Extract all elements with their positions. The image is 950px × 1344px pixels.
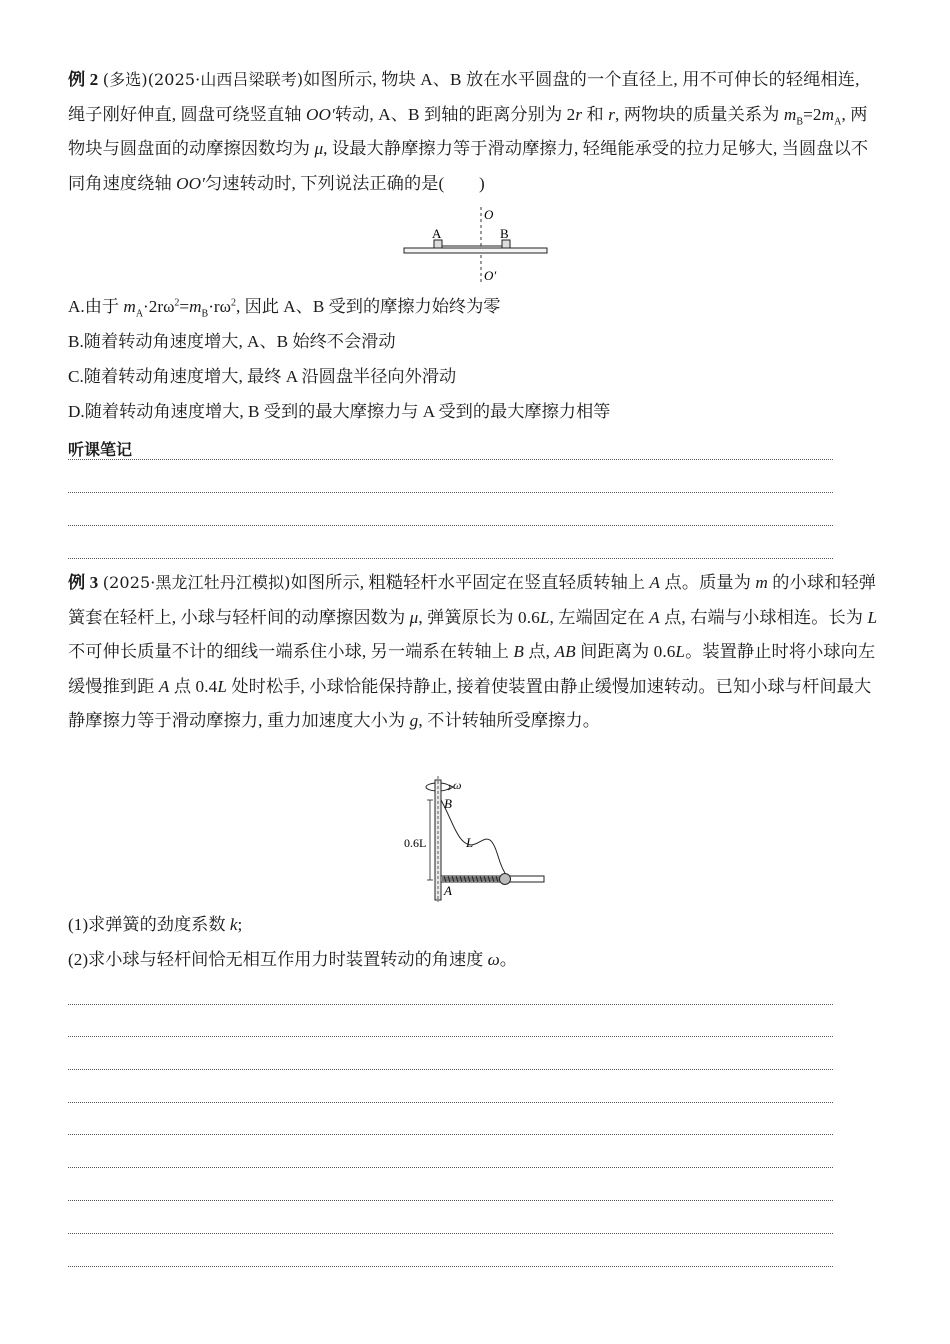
answer-line <box>68 1069 833 1070</box>
notes-line <box>68 525 833 526</box>
answer-line <box>68 1167 833 1168</box>
answer-line <box>68 1004 833 1005</box>
label-a: A <box>432 226 442 241</box>
notes-title: 听课笔记 <box>68 440 133 459</box>
label-l: L <box>466 835 474 850</box>
ball <box>500 874 511 885</box>
answer-line <box>68 1102 833 1103</box>
question-2-label: 例 2 <box>68 70 99 89</box>
spring <box>442 877 500 881</box>
block-b <box>502 240 510 248</box>
sub-question-1: (1)求弹簧的劲度系数 k; <box>68 915 243 934</box>
label-b: B <box>500 226 509 241</box>
figure-spring-rod <box>398 776 548 902</box>
label-omega: ω <box>453 778 462 792</box>
answer-line <box>68 1233 833 1234</box>
option-b: B.随着转动角速度增大, A、B 始终不会滑动 <box>68 332 396 351</box>
block-a <box>434 240 442 248</box>
label-o-prime: O′ <box>484 268 497 283</box>
notes-line <box>68 492 833 493</box>
answer-line <box>68 1200 833 1201</box>
label-dimension: 0.6L <box>404 836 427 850</box>
sub-question-2: (2)求小球与轻杆间恰无相互作用力时装置转动的角速度 ω。 <box>68 950 517 969</box>
option-d: D.随着转动角速度增大, B 受到的最大摩擦力与 A 受到的最大摩擦力相等 <box>68 402 611 421</box>
question-2-source: (2025·山西吕梁联考) <box>147 70 304 89</box>
label-o: O <box>484 207 494 222</box>
option-a: A.由于 $m_A\cdot 2r\omega^2=m_B\cdot r\omega^2$, 因此 A、B 受到的摩擦力始终为零 <box>68 297 501 320</box>
notes-line <box>68 459 833 460</box>
answer-line <box>68 1266 833 1267</box>
answer-line <box>68 1134 833 1135</box>
question-3-stem: 例 3 (2025·黑龙江牡丹江模拟)如图所示, 粗糙轻杆水平固定在竖直轻质转轴上 A 点。质量为 m 的小球和轻弹簧套在轻杆上, 小球与轻杆间的动摩擦因数为 μ, 弹簧原长为 0.6L, 左端固定在 A 点, 右端与小球相连。长为 L 不可伸长质量不计的细线一端系住小球, 另一端系在转轴上 B 点, AB 间距离为 0.6L。装置静止时将小球向左缓慢推到距 A 点 0.4L 处时松手, 小球恰能保持静止, 接着使装置由静止缓慢加速转动。已知小球与杆间最大静摩擦力等于滑动摩擦力, 重力加速度大小为 g, 不计转轴所受摩擦力。 <box>68 573 878 730</box>
question-3-source: (2025·黑龙江牡丹江模拟) <box>102 573 291 592</box>
question-2-type: (多选) <box>102 70 148 89</box>
figure-rotating-disk <box>398 205 558 287</box>
option-c: C.随着转动角速度增大, 最终 A 沿圆盘半径向外滑动 <box>68 367 457 386</box>
question-2-stem: 例 2 (多选)(2025·山西吕梁联考)如图所示, 物块 A、B 放在水平圆盘的一个直径上, 用不可伸长的轻绳相连, 绳子刚好伸直, 圆盘可绕竖直轴 OO′转动, A、B 到轴的距离分别为 2r 和 r, 两物块的质量关系为 $m_B=2m_A$, 两物块与圆盘面的动摩擦因数均为 μ, 设最大静摩擦力等于滑动摩擦力, 轻绳能承受的拉力足够大, 当圆盘以不同角速度绕轴 OO′匀速转动时, 下列说法正确的是( ) <box>68 70 869 193</box>
label-b: B <box>444 796 452 811</box>
label-a: A <box>444 883 452 898</box>
question-3-label: 例 3 <box>68 573 99 592</box>
answer-line <box>68 1036 833 1037</box>
disk <box>404 248 547 253</box>
notes-line <box>68 558 833 559</box>
